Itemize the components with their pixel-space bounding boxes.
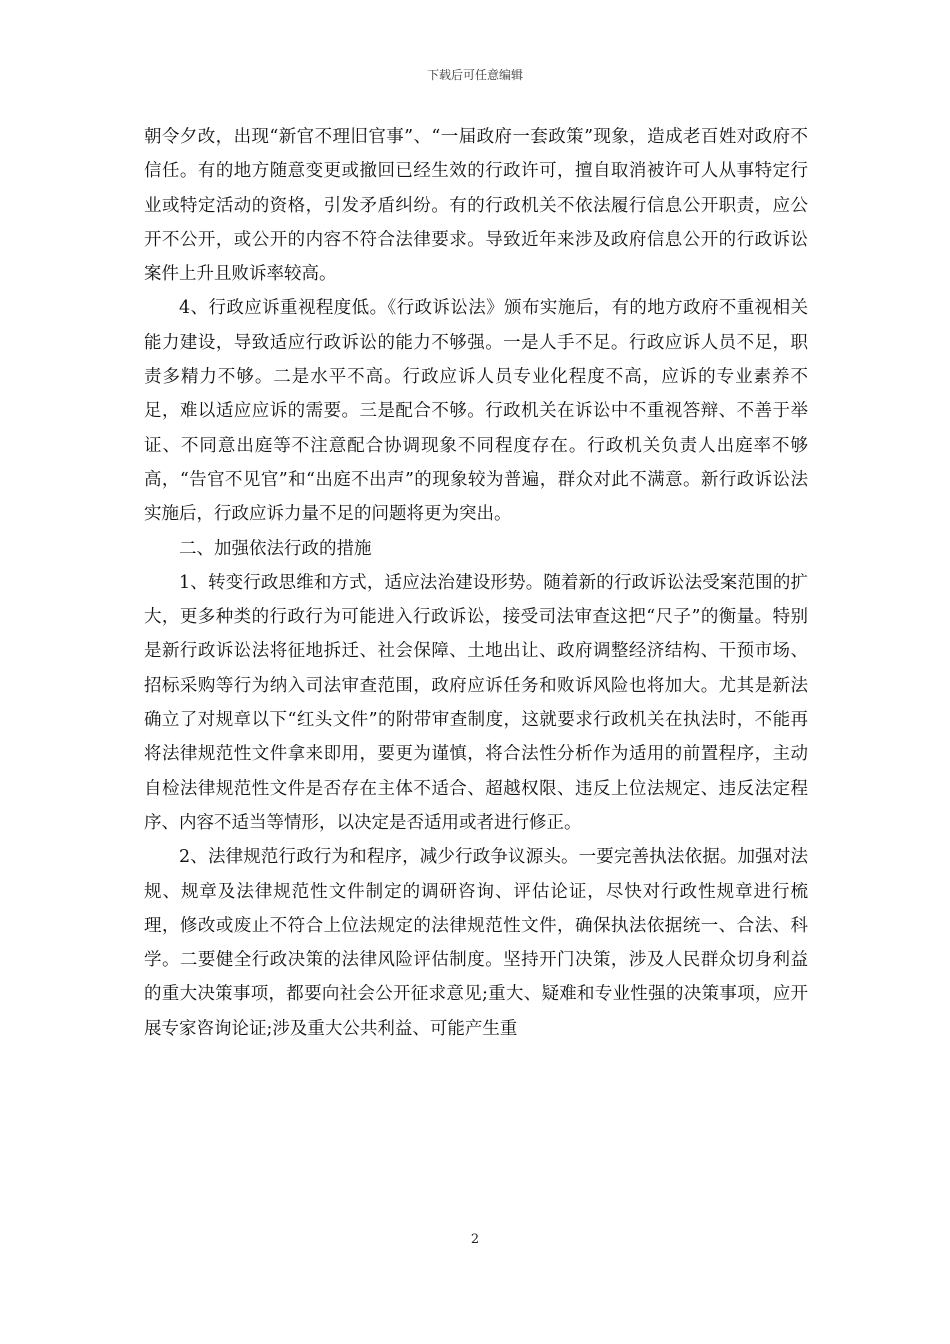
document-body — [144, 120, 808, 1046]
section-heading: 二、加强依法行政的措施 — [179, 538, 372, 559]
page-number: 2 — [470, 1232, 480, 1247]
paragraph-point-4: 4、行政应诉重视程度低。《行政诉讼法》颁布实施后，有的地方政府不重视相关能力建设，导致适应行政诉讼的能力不够强。一是人手不足。行政应诉人员不足，职责多精力不够。二是水平不高。行政应诉人员专业化程度不高，应诉的专业素养不足，难以适应应诉的需要。三是配合不够。行政机关在诉讼中不重视答辩、不善于举证、不同意出庭等不注意配合协调现象不同程度存在。行政机关负责人出庭率不够高，“告官不见官”和“出庭不出声”的现象较为普遍，群众对此不满意。新行政诉讼法实施后，行政应诉力量不足的问题将更为突出。 — [144, 298, 808, 525]
paragraph-continuation: 朝令夕改，出现“新官不理旧官事”、“一届政府一套政策”现象，造成老百姓对政府不信任。有的地方随意变更或撤回已经生效的行政许可，擅自取消被许可人从事特定行业或特定活动的资格，引发矛盾纠纷。有的行政机关不依法履行信息公开职责，应公开不公开，或公开的内容不符合法律要求。导致近年来涉及政府信息公开的行政诉讼案件上升且败诉率较高。 — [144, 127, 808, 285]
page-header: 下载后可任意编辑 — [426, 68, 523, 82]
paragraph-measure-1: 1、转变行政思维和方式，适应法治建设形势。随着新的行政诉讼法受案范围的扩大，更多种类的行政行为可能进入行政诉讼，接受司法审查这把“尺子”的衡量。特别是新行政诉讼法将征地拆迁、社会保障、土地出让、政府调整经济结构、干预市场、招标采购等行为纳入司法审查范围，政府应诉任务和败诉风险也将加大。尤其是新法确立了对规章以下“红头文件”的附带审查制度，这就要求行政机关在执法时，不能再将法律规范性文件拿来即用，要更为谨慎，将合法性分析作为适用的前置程序，主动自检法律规范性文件是否存在主体不适合、超越权限、违反上位法规定、违反法定程序、内容不适当等情形，以决定是否适用或者进行修正。 — [144, 572, 808, 833]
paragraph-measure-2: 2、法律规范行政行为和程序，减少行政争议源头。一要完善执法依据。加强对法规、规章及法律规范性文件制定的调研咨询、评估论证，尽快对行政性规章进行梳理，修改或废止不符合上位法规定的法律规范性文件，确保执法依据统一、合法、科学。二要健全行政决策的法律风险评估制度。坚持开门决策，涉及人民群众切身利益的重大决策事项，都要向社会公开征求意见;重大、疑难和专业性强的决策事项，应开展专家咨询论证;涉及重大公共利益、可能产生重 — [144, 847, 808, 1039]
